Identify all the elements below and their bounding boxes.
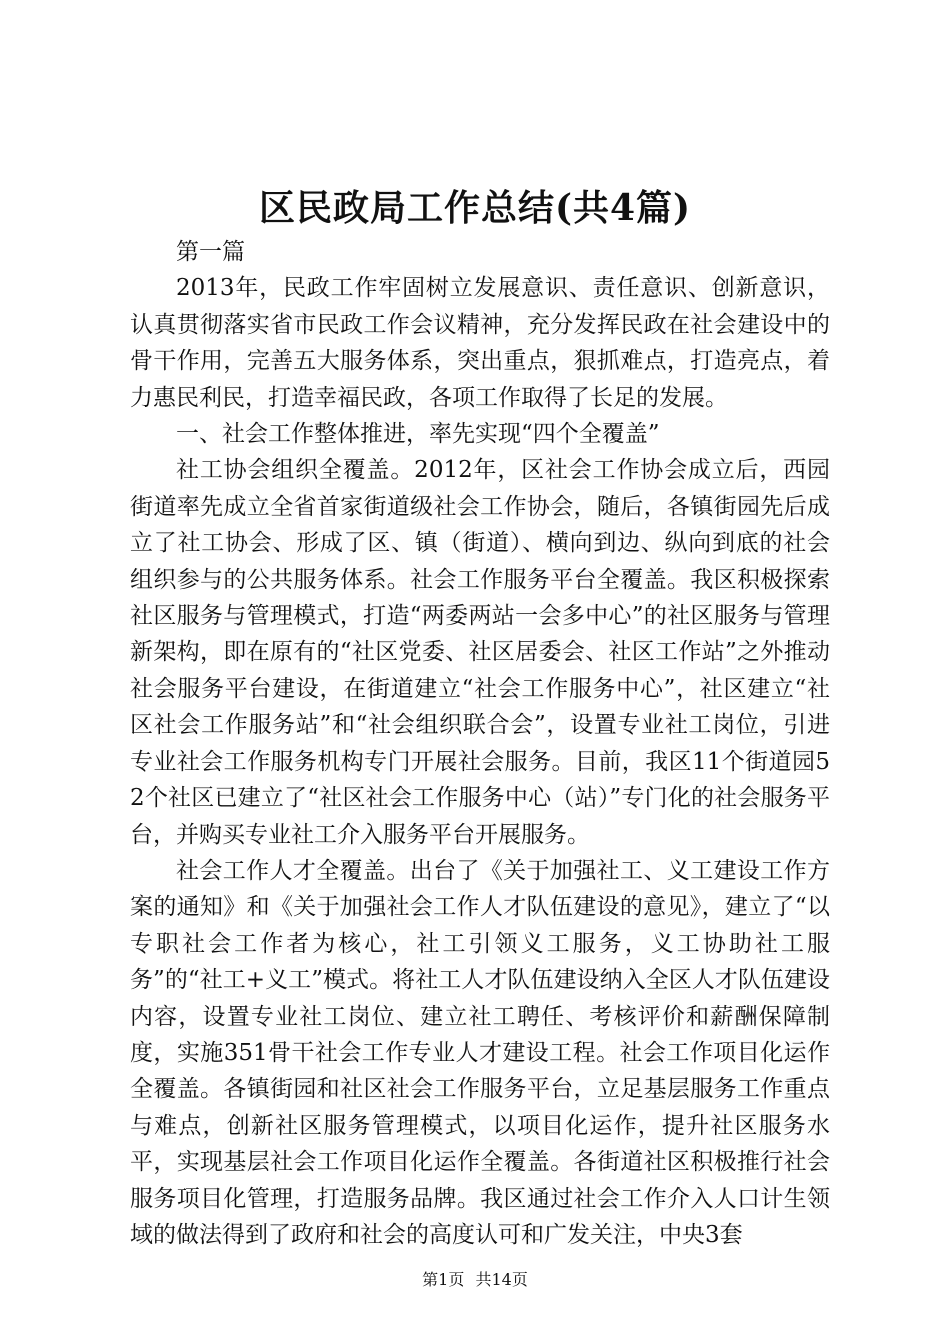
document-title: 区民政局工作总结(共4篇) (258, 187, 692, 229)
paragraph: 2013年，民政工作牢固树立发展意识、责任意识、创新意识，认真贯彻落实省市民政工作会议精神，充分发挥民政在社会建设中的骨干作用，完善五大服务体系，突出重点，狠抓难点，打造亮点，着力惠民利民，打造幸福民政，各项工作取得了长足的发展。 (130, 275, 830, 411)
subsection-heading: 一、社会工作整体推进，率先实现“四个全覆盖” (176, 421, 660, 448)
paragraph: 社工协会组织全覆盖。2012年，区社会工作协会成立后，西园街道率先成立全省首家街道级社会工作协会，随后，各镇街园先后成立了社工协会、形成了区、镇（街道）、横向到边、纵向到底的社会组织参与的公共服务体系。社会工作服务平台全覆盖。我区积极探索社区服务与管理模式，打造“两委两站一会多中心”的社区服务与管理新架构，即在原有的“社区党委、社区居委会、社区工作站”之外推动社会服务平台建设，在街道建立“社会工作服务中心”，社区建立“社区社会工作服务站”和“社会组织联合会”，设置专业社工岗位，引进专业社会工作服务机构专门开展社会服务。目前，我区11个街道园52个社区已建立了“社区社会工作服务中心（站）”专门化的社会服务平台，并购买专业社工介入服务平台开展服务。 (130, 457, 830, 848)
document-body (130, 234, 830, 1253)
page-total: 共14页 (475, 1270, 528, 1289)
paragraph: 社会工作人才全覆盖。出台了《关于加强社工、义工建设工作方案的通知》和《关于加强社会工作人才队伍建设的意见》，建立了“以专职社会工作者为核心，社工引领义工服务，义工协助社工服务”的“社工+义工”模式。将社工人才队伍建设纳入全区人才队伍建设内容，设置专业社工岗位、建立社工聘任、考核评价和薪酬保障制度，实施351骨干社会工作专业人才建设工程。社会工作项目化运作全覆盖。各镇街园和社区社会工作服务平台，立足基层服务工作重点与难点，创新社区服务管理模式，以项目化运作，提升社区服务水平，实现基层社会工作项目化运作全覆盖。各街道社区积极推行社会服务项目化管理，打造服务品牌。我区通过社会工作介入人口计生领域的做法得到了政府和社会的高度认可和广发关注，中央3套 (130, 857, 830, 1248)
section-heading: 第一篇 (176, 239, 245, 265)
page-footer (0, 1268, 950, 1292)
page-number: 第1页 (422, 1270, 465, 1289)
